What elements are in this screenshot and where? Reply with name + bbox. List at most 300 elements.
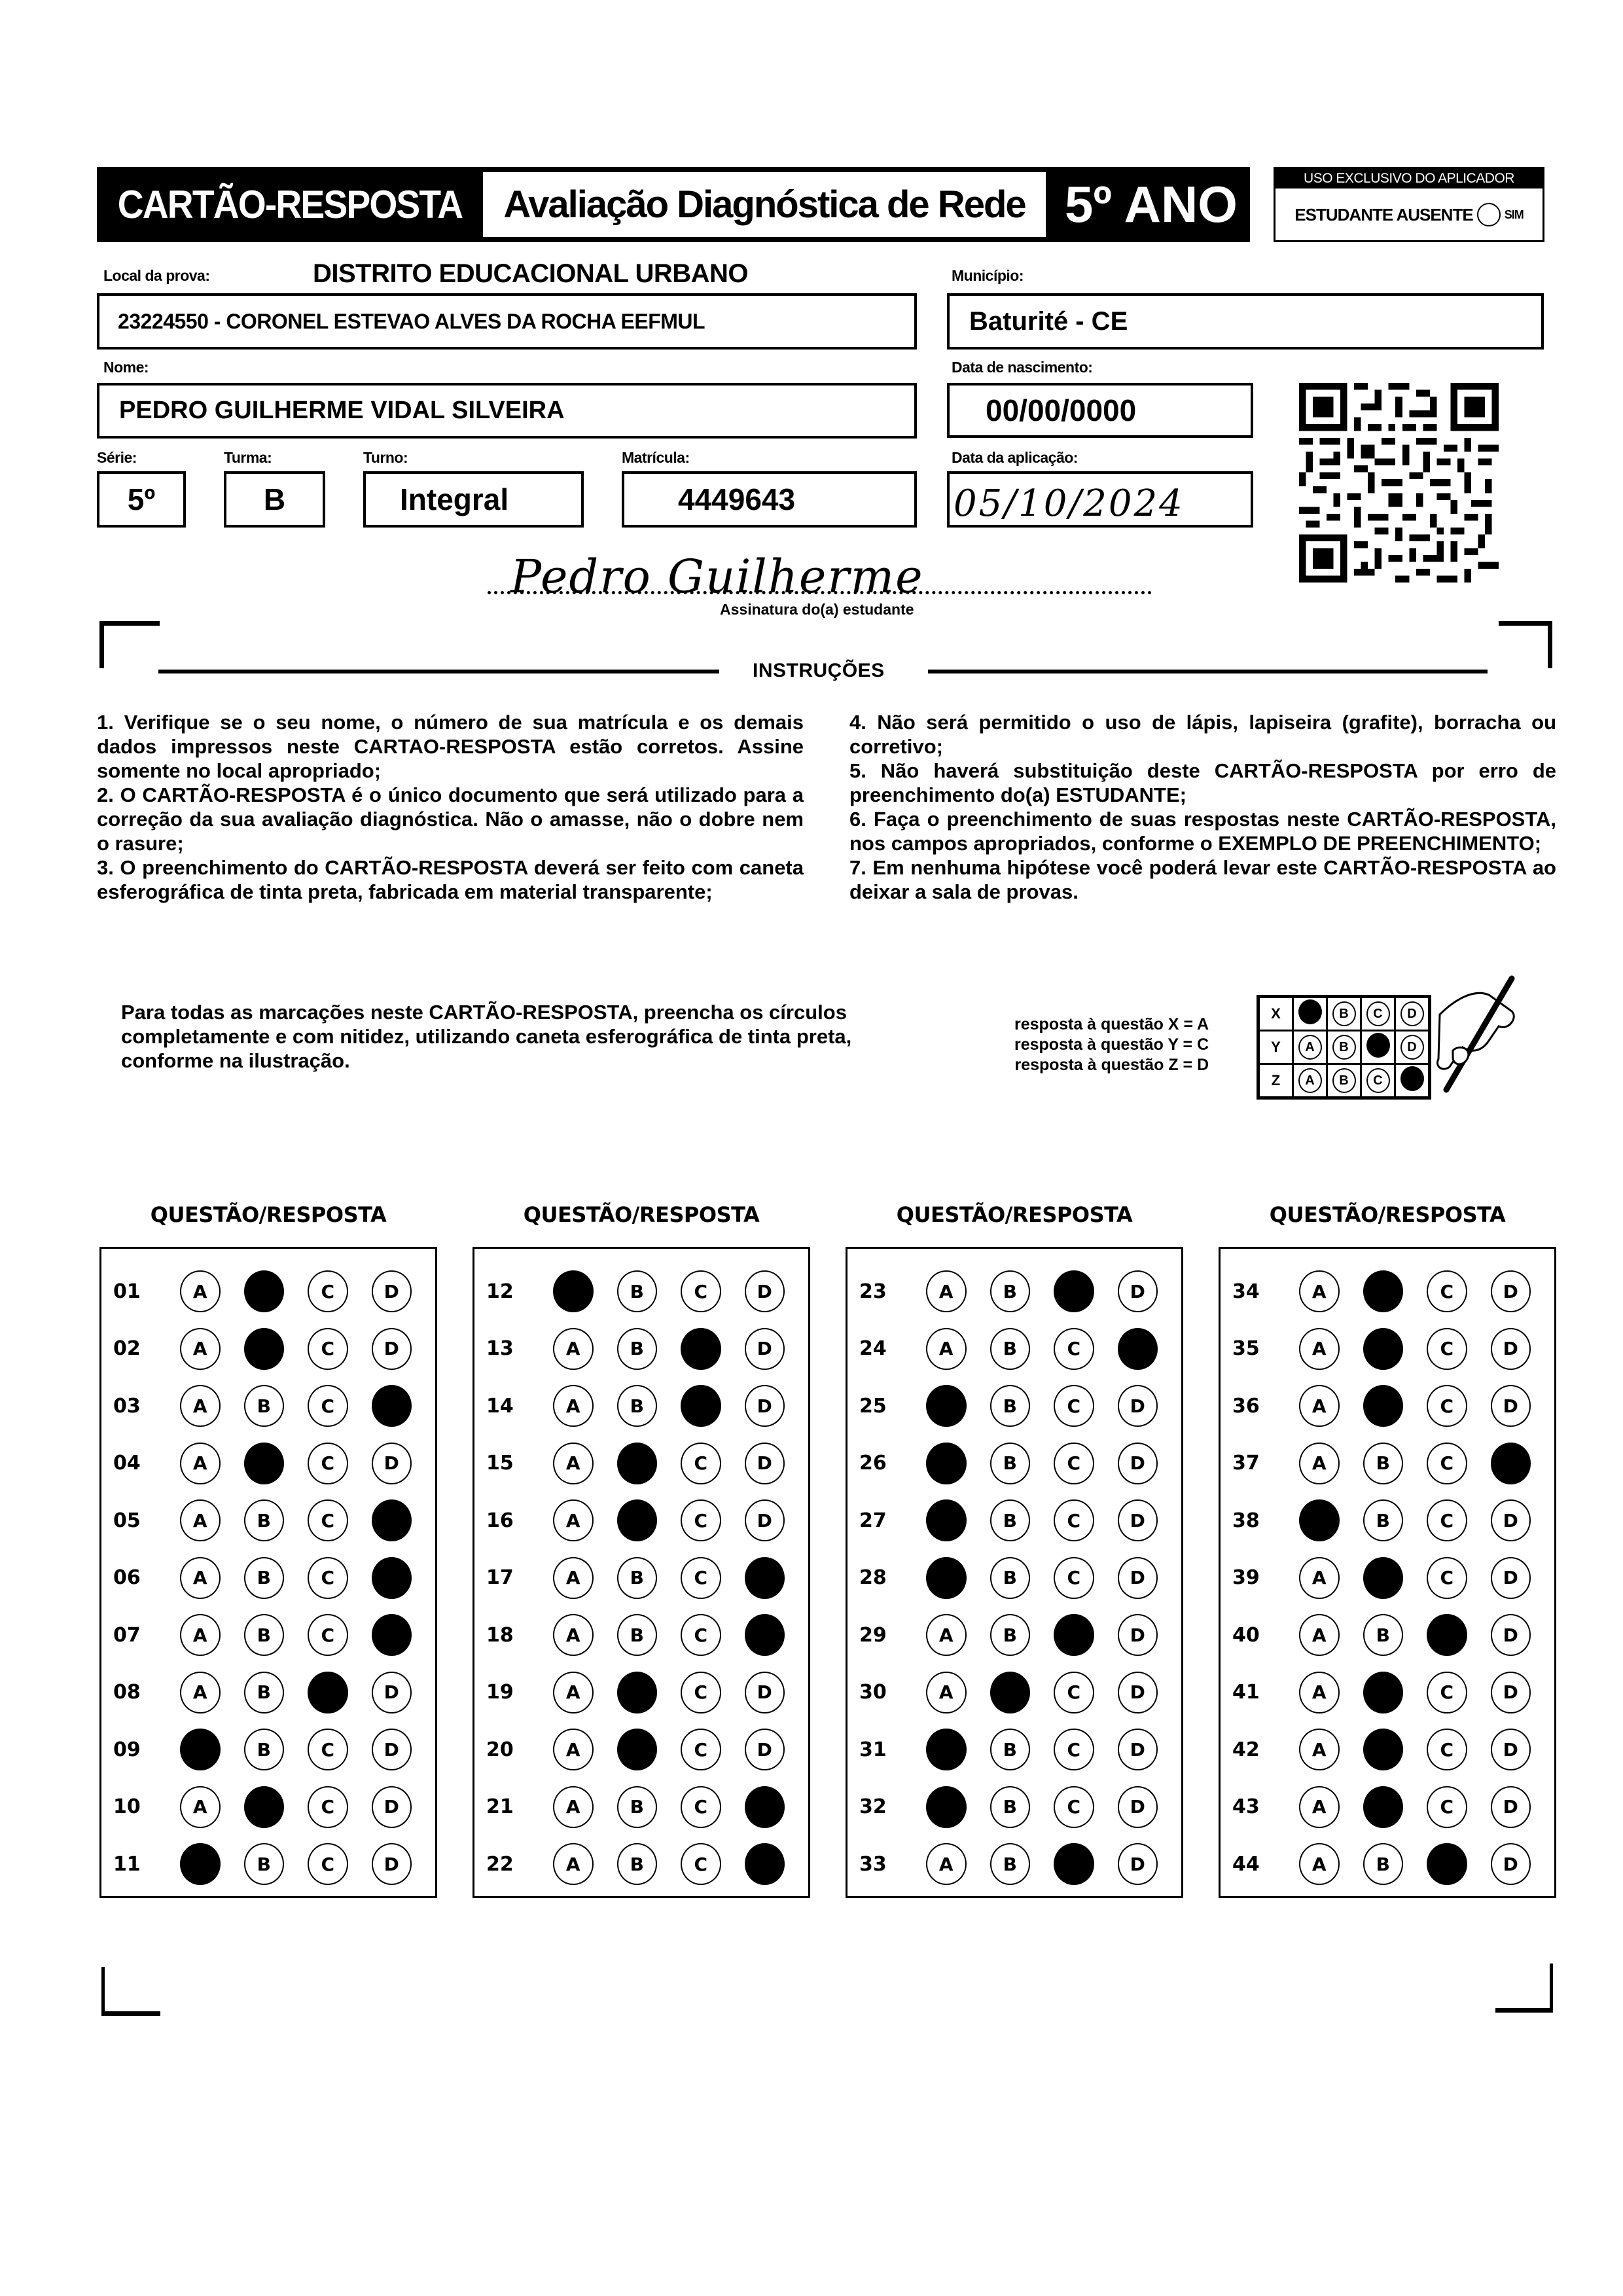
- answer-row: [1221, 1498, 1554, 1543]
- answer-bubble[interactable]: D: [745, 1729, 785, 1770]
- answer-bubble[interactable]: B: [617, 1270, 658, 1312]
- answer-bubble-filled[interactable]: [1363, 1672, 1404, 1713]
- answer-row: [101, 1841, 435, 1887]
- answer-bubble[interactable]: B: [1363, 1843, 1404, 1885]
- answer-bubble[interactable]: C: [1427, 1328, 1467, 1370]
- grid-column-header: QUESTÃO/RESPOSTA: [1269, 1202, 1506, 1227]
- answer-bubble-filled[interactable]: [1427, 1614, 1467, 1656]
- question-number: 40: [1232, 1623, 1260, 1647]
- question-number: 04: [113, 1452, 141, 1475]
- answer-bubble[interactable]: B: [244, 1557, 285, 1599]
- answer-bubble[interactable]: A: [553, 1786, 594, 1828]
- answer-row: [474, 1555, 808, 1601]
- answer-bubble[interactable]: B: [244, 1385, 285, 1427]
- answer-row: [101, 1268, 435, 1314]
- answer-bubble[interactable]: B: [244, 1614, 285, 1656]
- answer-row: [847, 1612, 1181, 1658]
- answer-bubble[interactable]: D: [372, 1328, 412, 1370]
- answer-bubble[interactable]: C: [1427, 1499, 1467, 1541]
- question-number: 19: [486, 1681, 514, 1704]
- answer-bubble[interactable]: D: [1118, 1270, 1158, 1312]
- question-number: 09: [113, 1738, 141, 1761]
- answer-bubble[interactable]: C: [1427, 1672, 1467, 1713]
- question-number: 07: [113, 1623, 141, 1647]
- answer-bubble[interactable]: A: [553, 1672, 594, 1713]
- card-title: CARTÃO-RESPOSTA: [117, 183, 463, 226]
- answer-bubble[interactable]: C: [308, 1385, 348, 1427]
- question-number: 06: [113, 1566, 141, 1589]
- answer-bubble[interactable]: D: [1491, 1672, 1531, 1713]
- answer-bubble[interactable]: B: [617, 1786, 658, 1828]
- answer-bubble[interactable]: D: [745, 1270, 785, 1312]
- answer-bubble[interactable]: C: [308, 1786, 348, 1828]
- qr-code-icon: [1299, 383, 1499, 583]
- answer-bubble[interactable]: C: [1054, 1443, 1094, 1484]
- answer-bubble[interactable]: D: [1118, 1672, 1158, 1713]
- nascimento-value: 00/00/0000: [986, 393, 1137, 427]
- instruction-item: 7. Em nenhuma hipótese você poderá levar este CARTÃO-RESPOSTA ao deixar a sala de provas.: [849, 856, 1556, 903]
- question-number: 31: [859, 1738, 887, 1761]
- answer-bubble[interactable]: D: [745, 1385, 785, 1427]
- corner-mark-top-left: [99, 621, 160, 668]
- answer-bubble-filled[interactable]: [1491, 1443, 1531, 1484]
- turma-value: B: [263, 482, 286, 516]
- answer-bubble[interactable]: A: [180, 1385, 221, 1427]
- answer-bubble[interactable]: D: [1118, 1443, 1158, 1484]
- answer-bubble[interactable]: B: [990, 1614, 1031, 1656]
- answer-bubble[interactable]: C: [308, 1270, 348, 1312]
- matricula-field: [622, 471, 917, 528]
- answer-bubble-filled[interactable]: [372, 1385, 412, 1427]
- answer-row: [847, 1670, 1181, 1715]
- answer-bubble[interactable]: A: [553, 1385, 594, 1427]
- example-bubble-filled: [1298, 999, 1322, 1024]
- answer-bubble[interactable]: A: [1299, 1843, 1340, 1885]
- answer-bubble[interactable]: A: [553, 1443, 594, 1484]
- answer-bubble[interactable]: D: [745, 1499, 785, 1541]
- answer-bubble[interactable]: B: [990, 1499, 1031, 1541]
- answer-bubble[interactable]: C: [681, 1557, 721, 1599]
- answer-bubble[interactable]: C: [1427, 1557, 1467, 1599]
- example-legend-line: resposta à questão X = A: [1014, 1015, 1209, 1033]
- answer-bubble-filled[interactable]: [1363, 1786, 1404, 1828]
- answer-bubble[interactable]: B: [244, 1843, 285, 1885]
- answer-bubble[interactable]: D: [1491, 1786, 1531, 1828]
- turma-label: Turma:: [224, 449, 272, 466]
- answer-bubble[interactable]: D: [1491, 1843, 1531, 1885]
- answer-bubble-filled[interactable]: [244, 1270, 285, 1312]
- answer-bubble[interactable]: A: [180, 1328, 221, 1370]
- answer-bubble[interactable]: A: [926, 1843, 967, 1885]
- instructions-left-column: [97, 710, 804, 904]
- answer-bubble[interactable]: B: [990, 1557, 1031, 1599]
- answer-bubble[interactable]: C: [1054, 1557, 1094, 1599]
- answer-bubble[interactable]: A: [926, 1270, 967, 1312]
- answer-bubble[interactable]: D: [1491, 1328, 1531, 1370]
- answer-bubble[interactable]: B: [990, 1786, 1031, 1828]
- answer-row: [474, 1612, 808, 1658]
- answer-row: [1221, 1555, 1554, 1601]
- answer-bubble-filled[interactable]: [372, 1499, 412, 1541]
- instruction-item: 2. O CARTÃO-RESPOSTA é o único documento que será utilizado para a correção da sua avaliação diagnóstica. Não o amasse, não o dobre nem o rasure;: [97, 783, 804, 855]
- question-number: 34: [1232, 1280, 1260, 1303]
- example-legend-line: resposta à questão Y = C: [1014, 1035, 1209, 1054]
- answer-row: [1221, 1841, 1554, 1887]
- answer-bubble[interactable]: C: [1427, 1443, 1467, 1484]
- answer-bubble[interactable]: A: [926, 1672, 967, 1713]
- answer-bubble[interactable]: A: [1299, 1270, 1340, 1312]
- answer-bubble[interactable]: D: [1491, 1270, 1531, 1312]
- example-bubble: B: [1332, 1001, 1356, 1026]
- question-number: 16: [486, 1509, 514, 1532]
- answer-row: [474, 1841, 808, 1887]
- answer-bubble-filled[interactable]: [681, 1328, 721, 1370]
- answer-bubble[interactable]: A: [1299, 1557, 1340, 1599]
- answer-bubble-filled[interactable]: [617, 1672, 658, 1713]
- answer-bubble[interactable]: D: [745, 1328, 785, 1370]
- answer-bubble-filled[interactable]: [372, 1614, 412, 1656]
- signature-caption: Assinatura do(a) estudante: [720, 601, 914, 618]
- answer-bubble[interactable]: A: [180, 1270, 221, 1312]
- answer-bubble[interactable]: A: [553, 1328, 594, 1370]
- example-row-z: [1258, 1064, 1430, 1098]
- answer-bubble[interactable]: D: [372, 1443, 412, 1484]
- answer-bubble[interactable]: C: [308, 1328, 348, 1370]
- answer-bubble[interactable]: C: [308, 1614, 348, 1656]
- answer-bubble[interactable]: D: [372, 1729, 412, 1770]
- answer-row: [847, 1555, 1181, 1601]
- answer-bubble[interactable]: B: [244, 1499, 285, 1541]
- matricula-label: Matrícula:: [622, 449, 690, 466]
- answer-row: [474, 1383, 808, 1429]
- answer-row: [474, 1498, 808, 1543]
- answer-bubble[interactable]: B: [244, 1729, 285, 1770]
- answer-bubble[interactable]: B: [990, 1729, 1031, 1770]
- instruction-item: 3. O preenchimento do CARTÃO-RESPOSTA deverá ser feito com caneta esferográfica de tinta preta, fabricada em material transparente;: [97, 856, 804, 903]
- answer-bubble[interactable]: C: [308, 1443, 348, 1484]
- answer-bubble-filled[interactable]: [180, 1843, 221, 1885]
- answer-bubble-filled[interactable]: [745, 1557, 785, 1599]
- question-number: 12: [486, 1280, 514, 1303]
- question-number: 20: [486, 1738, 514, 1761]
- answer-bubble[interactable]: C: [1054, 1786, 1094, 1828]
- exam-title: Avaliação Diagnóstica de Rede: [483, 172, 1046, 237]
- answer-bubble[interactable]: D: [1118, 1786, 1158, 1828]
- corner-mark-bottom-right: [1495, 1964, 1553, 2013]
- example-legend: [1014, 1014, 1209, 1075]
- answer-bubble-filled[interactable]: [1118, 1328, 1158, 1370]
- answer-bubble-filled[interactable]: [180, 1729, 221, 1770]
- answer-bubble[interactable]: C: [1054, 1385, 1094, 1427]
- answer-row: [101, 1555, 435, 1601]
- answer-bubble-filled[interactable]: [681, 1385, 721, 1427]
- instruction-item: 6. Faça o preenchimento de suas respostas neste CARTÃO-RESPOSTA, nos campos apropriados, conforme o EXEMPLO DE PREENCHIMENTO;: [849, 808, 1556, 855]
- answer-bubble[interactable]: C: [681, 1614, 721, 1656]
- answer-bubble-filled[interactable]: [745, 1786, 785, 1828]
- answer-bubble-filled[interactable]: [1363, 1328, 1404, 1370]
- answer-bubble-filled[interactable]: [244, 1328, 285, 1370]
- question-number: 21: [486, 1795, 514, 1818]
- answer-row: [847, 1784, 1181, 1830]
- answer-bubble[interactable]: A: [1299, 1614, 1340, 1656]
- example-legend-line: resposta à questão Z = D: [1014, 1056, 1209, 1074]
- answer-bubble-filled[interactable]: [1363, 1729, 1404, 1770]
- answer-bubble-filled[interactable]: [990, 1672, 1031, 1713]
- answer-bubble[interactable]: A: [180, 1557, 221, 1599]
- answer-bubble[interactable]: A: [553, 1499, 594, 1541]
- answer-bubble-filled[interactable]: [372, 1557, 412, 1599]
- answer-row: [1221, 1670, 1554, 1715]
- answer-bubble[interactable]: B: [617, 1328, 658, 1370]
- answer-bubble[interactable]: A: [553, 1557, 594, 1599]
- answer-bubble[interactable]: B: [1363, 1614, 1404, 1656]
- fill-instructions: Para todas as marcações neste CARTÃO-RESPOSTA, preencha os círculos completamente e com nitidez, utilizando caneta esferográfica de tinta preta, conforme na ilustração.: [121, 1001, 852, 1072]
- answer-bubble[interactable]: D: [1491, 1385, 1531, 1427]
- instructions-rule-right: [928, 670, 1488, 673]
- answer-bubble-filled[interactable]: [1054, 1270, 1094, 1312]
- example-row-x: [1258, 997, 1430, 1031]
- question-number: 35: [1232, 1337, 1260, 1360]
- example-row-label: Y: [1258, 1031, 1293, 1064]
- answer-bubble[interactable]: A: [926, 1328, 967, 1370]
- answer-bubble-filled[interactable]: [617, 1499, 658, 1541]
- answer-bubble[interactable]: B: [990, 1270, 1031, 1312]
- answer-bubble[interactable]: A: [180, 1614, 221, 1656]
- example-bubble: D: [1400, 1001, 1424, 1026]
- answer-bubble[interactable]: C: [681, 1786, 721, 1828]
- answer-row: [847, 1268, 1181, 1314]
- answer-bubble[interactable]: C: [681, 1499, 721, 1541]
- question-number: 41: [1232, 1681, 1260, 1704]
- answer-bubble[interactable]: D: [372, 1672, 412, 1713]
- question-number: 08: [113, 1681, 141, 1704]
- applicator-title: USO EXCLUSIVO DO APLICADOR: [1275, 169, 1543, 188]
- answer-bubble[interactable]: A: [180, 1499, 221, 1541]
- answer-bubble[interactable]: A: [180, 1786, 221, 1828]
- absent-option-label: SIM: [1504, 207, 1524, 221]
- answer-bubble-filled[interactable]: [1363, 1270, 1404, 1312]
- answer-row: [1221, 1383, 1554, 1429]
- answer-bubble[interactable]: D: [372, 1270, 412, 1312]
- answer-row: [1221, 1784, 1554, 1830]
- answer-bubble-filled[interactable]: [308, 1672, 348, 1713]
- answer-bubble[interactable]: A: [1299, 1328, 1340, 1370]
- answer-bubble[interactable]: D: [745, 1443, 785, 1484]
- answer-bubble[interactable]: B: [617, 1557, 658, 1599]
- answer-bubble[interactable]: D: [1118, 1499, 1158, 1541]
- answer-row: [1221, 1326, 1554, 1372]
- answer-bubble[interactable]: B: [990, 1385, 1031, 1427]
- answer-bubble[interactable]: D: [1491, 1614, 1531, 1656]
- answer-bubble[interactable]: C: [1427, 1385, 1467, 1427]
- answer-bubble[interactable]: A: [1299, 1443, 1340, 1484]
- answer-bubble[interactable]: D: [1118, 1557, 1158, 1599]
- answer-bubble-filled[interactable]: [617, 1443, 658, 1484]
- answer-bubble[interactable]: A: [180, 1672, 221, 1713]
- answer-bubble-filled[interactable]: [1427, 1843, 1467, 1885]
- grid-column-header: QUESTÃO/RESPOSTA: [523, 1202, 760, 1227]
- answer-bubble[interactable]: A: [180, 1443, 221, 1484]
- answer-row: [474, 1784, 808, 1830]
- answer-row: [847, 1326, 1181, 1372]
- question-number: 02: [113, 1337, 141, 1360]
- answer-bubble[interactable]: B: [1363, 1443, 1404, 1484]
- header-bar: [97, 167, 1250, 242]
- answer-bubble[interactable]: D: [372, 1786, 412, 1828]
- nome-label: Nome:: [103, 359, 149, 376]
- answer-row: [101, 1498, 435, 1543]
- answer-bubble[interactable]: C: [1054, 1328, 1094, 1370]
- question-number: 30: [859, 1681, 887, 1704]
- question-number: 22: [486, 1852, 514, 1876]
- answer-bubble[interactable]: A: [1299, 1385, 1340, 1427]
- answer-bubble[interactable]: D: [1491, 1499, 1531, 1541]
- answer-bubble[interactable]: B: [1363, 1499, 1404, 1541]
- answer-bubble[interactable]: A: [553, 1614, 594, 1656]
- answer-bubble[interactable]: A: [1299, 1786, 1340, 1828]
- answer-row: [847, 1498, 1181, 1543]
- question-number: 32: [859, 1795, 887, 1818]
- example-bubble: B: [1332, 1035, 1356, 1060]
- answer-bubble[interactable]: A: [553, 1843, 594, 1885]
- local-value: DISTRITO EDUCACIONAL URBANO: [313, 259, 749, 288]
- instructions-rule-left: [158, 670, 719, 673]
- answer-bubble[interactable]: C: [681, 1843, 721, 1885]
- answer-row: [847, 1841, 1181, 1887]
- answer-bubble-filled[interactable]: [745, 1843, 785, 1885]
- answer-bubble-filled[interactable]: [926, 1786, 967, 1828]
- answer-bubble-filled[interactable]: [1054, 1614, 1094, 1656]
- answer-bubble-filled[interactable]: [244, 1443, 285, 1484]
- answer-bubble[interactable]: A: [1299, 1672, 1340, 1713]
- signature-line[interactable]: [488, 591, 1152, 594]
- signature-handwritten: Pedro Guilherme: [510, 550, 924, 603]
- answer-bubble[interactable]: B: [617, 1614, 658, 1656]
- answer-bubble[interactable]: B: [990, 1843, 1031, 1885]
- answer-bubble[interactable]: C: [308, 1557, 348, 1599]
- answer-bubble[interactable]: C: [1427, 1270, 1467, 1312]
- answer-bubble-filled[interactable]: [1054, 1843, 1094, 1885]
- absent-row: [1275, 188, 1543, 241]
- answer-row: [474, 1268, 808, 1314]
- answer-bubble[interactable]: D: [372, 1843, 412, 1885]
- question-number: 27: [859, 1509, 887, 1532]
- question-number: 37: [1232, 1452, 1260, 1475]
- answer-bubble[interactable]: D: [745, 1672, 785, 1713]
- answer-bubble[interactable]: C: [308, 1499, 348, 1541]
- answer-bubble[interactable]: D: [1118, 1614, 1158, 1656]
- answer-row: [847, 1441, 1181, 1486]
- answer-bubble[interactable]: A: [926, 1614, 967, 1656]
- question-number: 44: [1232, 1852, 1260, 1876]
- corner-mark-top-right: [1499, 621, 1552, 668]
- question-number: 26: [859, 1452, 887, 1475]
- question-number: 24: [859, 1337, 887, 1360]
- answer-row: [847, 1727, 1181, 1772]
- serie-value: 5º: [127, 482, 156, 516]
- answer-bubble[interactable]: D: [1118, 1843, 1158, 1885]
- answer-row: [101, 1670, 435, 1715]
- answer-bubble[interactable]: B: [244, 1672, 285, 1713]
- answer-bubble[interactable]: C: [308, 1729, 348, 1770]
- answer-bubble[interactable]: C: [681, 1270, 721, 1312]
- answer-bubble-filled[interactable]: [745, 1614, 785, 1656]
- answer-row: [1221, 1612, 1554, 1658]
- answer-bubble[interactable]: D: [1491, 1729, 1531, 1770]
- answer-bubble[interactable]: A: [1299, 1729, 1340, 1770]
- answer-row: [474, 1727, 808, 1772]
- answer-bubble[interactable]: D: [1491, 1557, 1531, 1599]
- answer-bubble[interactable]: C: [1054, 1672, 1094, 1713]
- question-number: 28: [859, 1566, 887, 1589]
- grid-column-header: QUESTÃO/RESPOSTA: [896, 1202, 1133, 1227]
- answer-bubble-filled[interactable]: [1363, 1385, 1404, 1427]
- turno-label: Turno:: [363, 449, 408, 466]
- answer-row: [101, 1612, 435, 1658]
- answer-bubble[interactable]: C: [1427, 1729, 1467, 1770]
- question-number: 05: [113, 1509, 141, 1532]
- answer-bubble[interactable]: C: [308, 1843, 348, 1885]
- applicator-box: [1274, 167, 1544, 242]
- answer-bubble[interactable]: B: [617, 1385, 658, 1427]
- corner-mark-bottom-left: [101, 1967, 160, 2016]
- question-number: 25: [859, 1394, 887, 1418]
- answer-bubble-filled[interactable]: [926, 1729, 967, 1770]
- question-number: 36: [1232, 1394, 1260, 1418]
- answer-bubble[interactable]: C: [681, 1443, 721, 1484]
- example-row-y: [1258, 1031, 1430, 1064]
- answer-bubble-filled[interactable]: [926, 1499, 967, 1541]
- answer-bubble[interactable]: B: [990, 1443, 1031, 1484]
- answer-row: [847, 1383, 1181, 1429]
- answer-bubble[interactable]: C: [1054, 1729, 1094, 1770]
- answer-bubble[interactable]: B: [617, 1843, 658, 1885]
- serie-field: [97, 471, 186, 528]
- answer-bubble[interactable]: D: [1118, 1729, 1158, 1770]
- aplicacao-field[interactable]: [947, 471, 1253, 528]
- answer-bubble-filled[interactable]: [926, 1557, 967, 1599]
- answer-bubble[interactable]: C: [1054, 1499, 1094, 1541]
- answer-bubble-filled[interactable]: [926, 1443, 967, 1484]
- answer-column-4: [1219, 1247, 1556, 1898]
- absent-label: ESTUDANTE AUSENTE: [1294, 204, 1473, 224]
- answer-bubble[interactable]: C: [681, 1729, 721, 1770]
- answer-bubble-filled[interactable]: [926, 1385, 967, 1427]
- answer-bubble-filled[interactable]: [244, 1786, 285, 1828]
- answer-bubble[interactable]: B: [990, 1328, 1031, 1370]
- municipio-value: Baturité - CE: [969, 306, 1128, 336]
- answer-bubble-filled[interactable]: [1299, 1499, 1340, 1541]
- instructions-right-column: [849, 710, 1556, 904]
- answer-bubble[interactable]: A: [553, 1729, 594, 1770]
- question-number: 42: [1232, 1738, 1260, 1761]
- answer-bubble[interactable]: C: [1427, 1786, 1467, 1828]
- example-bubble-filled: [1400, 1066, 1424, 1091]
- question-number: 38: [1232, 1509, 1260, 1532]
- absent-checkbox[interactable]: [1477, 203, 1501, 226]
- nascimento-field: [947, 383, 1253, 438]
- answer-bubble-filled[interactable]: [553, 1270, 594, 1312]
- answer-bubble[interactable]: D: [1118, 1385, 1158, 1427]
- answer-row: [101, 1326, 435, 1372]
- instruction-item: 5. Não haverá substituição deste CARTÃO-RESPOSTA por erro de preenchimento do(a) ESTUDANTE;: [849, 759, 1556, 806]
- answer-column-3: [846, 1247, 1183, 1898]
- nome-field: [97, 383, 917, 439]
- answer-bubble-filled[interactable]: [617, 1729, 658, 1770]
- answer-column-2: [473, 1247, 810, 1898]
- answer-bubble-filled[interactable]: [1363, 1557, 1404, 1599]
- answer-bubble[interactable]: C: [681, 1672, 721, 1713]
